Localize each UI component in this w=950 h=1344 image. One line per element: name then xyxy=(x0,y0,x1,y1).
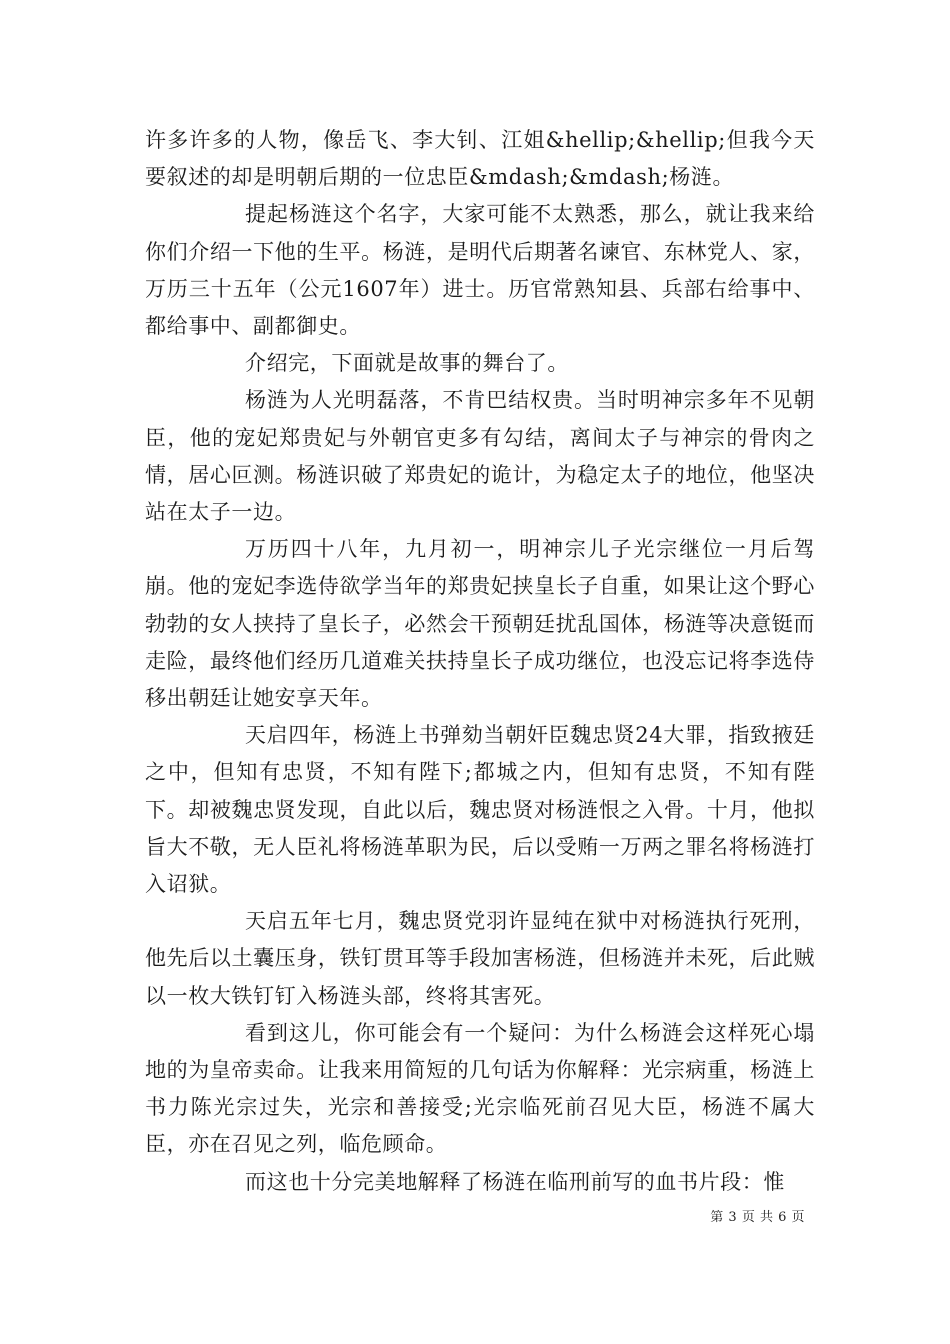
paragraph-blood-letter: 而这也十分完美地解释了杨涟在临刑前写的血书片段：惟 xyxy=(245,1169,785,1194)
document-body xyxy=(145,122,815,1201)
paragraph-impeachment: 天启四年，杨涟上书弹劾当朝奸臣魏忠贤24大罪，指致掖廷之中，但知有忠贤，不知有陛下;都城之内，但知有忠贤，不知有陛下。却被魏忠贤发现，自此以后，魏忠贤对杨涟恨之入骨。十月，他拟旨大不敬，无人臣礼将杨涟革职为民，后以受贿一万两之罪名将杨涟打入诏狱。 xyxy=(145,723,815,897)
paragraph-intro-continued: 许多许多的人物，像岳飞、李大钊、江姐&hellip;&hellip;但我今天要叙述的却是明朝后期的一位忠臣&mdash;&mdash;杨涟。 xyxy=(145,128,815,190)
paragraph-biography: 提起杨涟这个名字，大家可能不太熟悉，那么，就让我来给你们介绍一下他的生平。杨涟，是明代后期著名谏官、东林党人、家，万历三十五年（公元1607年）进士。历官常熟知县、兵部右给事中、都给事中、副都御史。 xyxy=(145,202,815,339)
paragraph-explanation: 看到这儿，你可能会有一个疑问：为什么杨涟会这样死心塌地的为皇帝卖命。让我来用简短的几句话为你解释：光宗病重，杨涟上书力陈光宗过失，光宗和善接受;光宗临死前召见大臣，杨涟不属大臣，亦在召见之列，临危顾命。 xyxy=(145,1020,815,1157)
paragraph-character: 杨涟为人光明磊落，不肯巴结权贵。当时明神宗多年不见朝臣，他的宠妃郑贵妃与外朝官吏多有勾结，离间太子与神宗的骨肉之情，居心叵测。杨涟识破了郑贵妃的诡计，为稳定太子的地位，他坚决站在太子一边。 xyxy=(145,388,815,525)
paragraph-transition: 介绍完，下面就是故事的舞台了。 xyxy=(245,351,569,376)
page-number-footer: 第 3 页 共 6 页 xyxy=(710,1210,805,1225)
paragraph-succession: 万历四十八年，九月初一，明神宗儿子光宗继位一月后驾崩。他的宠妃李选侍欲学当年的郑贵妃挟皇长子自重，如果让这个野心勃勃的女人挟持了皇长子，必然会干预朝廷扰乱国体，杨涟等决意铤而走险，最终他们经历几道难关扶持皇长子成功继位，也没忘记将李选侍移出朝廷让她安享天年。 xyxy=(145,537,815,711)
paragraph-execution: 天启五年七月，魏忠贤党羽许显纯在狱中对杨涟执行死刑，他先后以土囊压身，铁钉贯耳等手段加害杨涟，但杨涟并未死，后此贼以一枚大铁钉钉入杨涟头部，终将其害死。 xyxy=(145,909,815,1008)
